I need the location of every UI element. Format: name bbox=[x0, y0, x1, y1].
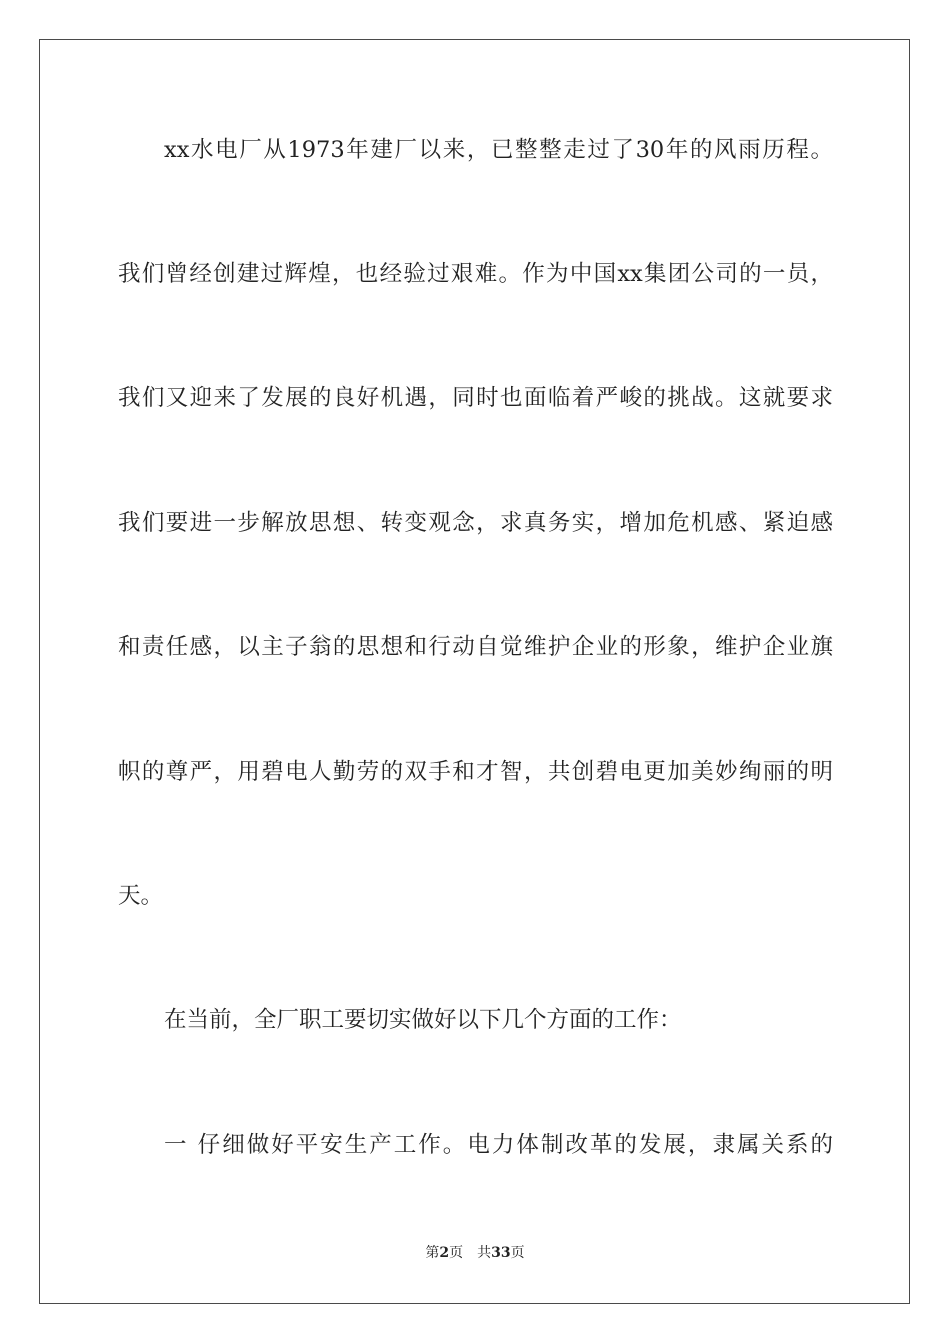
page-prefix: 第 bbox=[425, 1245, 440, 1261]
page-footer bbox=[0, 1243, 950, 1263]
paragraph-line-1: xx水电厂从1973年建厂以来，已整整走过了30年的风雨历程。 bbox=[164, 137, 833, 163]
total-prefix: 共 bbox=[477, 1245, 492, 1261]
paragraph-line-9: 一 仔细做好平安生产工作。电力体制改革的发展，隶属关系的 bbox=[164, 1132, 833, 1158]
paragraph-line-8: 在当前，全厂职工要切实做好以下几个方面的工作： bbox=[164, 1007, 682, 1033]
paragraph-line-7: 天。 bbox=[118, 883, 164, 909]
paragraph-line-6: 帜的尊严，用碧电人勤劳的双手和才智，共创碧电更加美妙绚丽的明 bbox=[118, 759, 833, 785]
total-suffix: 页 bbox=[510, 1245, 525, 1261]
paragraph-line-5: 和责任感，以主子翁的思想和行动自觉维护企业的形象，维护企业旗 bbox=[118, 634, 833, 660]
paragraph-line-3: 我们又迎来了发展的良好机遇，同时也面临着严峻的挑战。这就要求 bbox=[118, 385, 833, 411]
paragraph-line-2: 我们曾经创建过辉煌，也经验过艰难。作为中国xx集团公司的一员， bbox=[118, 261, 833, 287]
page-number: 2 bbox=[439, 1245, 450, 1261]
page-border bbox=[39, 39, 910, 1304]
total-pages: 33 bbox=[491, 1245, 511, 1261]
paragraph-line-4: 我们要进一步解放思想、转变观念，求真务实，增加危机感、紧迫感 bbox=[118, 510, 833, 536]
page-suffix: 页 bbox=[449, 1245, 464, 1261]
